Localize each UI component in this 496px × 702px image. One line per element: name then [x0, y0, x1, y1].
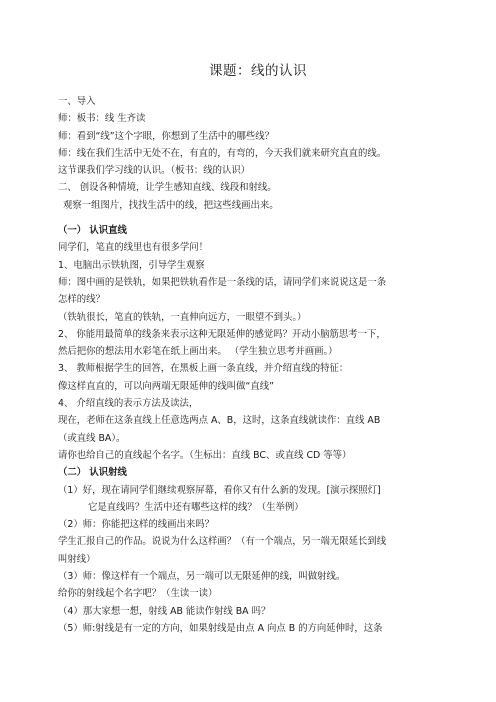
text-line: 师：图中画的是铁轨，如果把铁轨看作是一条线的话，请同学们来说说这是一条	[58, 276, 387, 288]
paragraph-gap	[58, 214, 458, 222]
text-line: （或直线 BA）。	[58, 432, 126, 444]
text-line: 2、 你能用最简单的线条来表示这种无限延伸的感觉吗？开动小脑筋思考一下，	[58, 328, 386, 340]
text-line: （3）师：像这样有一个端点，另一端可以无限延伸的线，叫做射线。	[58, 571, 346, 583]
section-heading: 一、导入	[58, 96, 96, 107]
text-line: 观察一组图片，找找生活中的线，把这些线画出来。	[63, 199, 279, 211]
text-line: （1）好，现在请同学们继续观察屏幕，看你又有什么新的发现。[演示探照灯]	[58, 484, 381, 496]
text-line: 3、 教师根据学生的回答，在黑板上画一条直线，并介绍直线的特征：	[58, 363, 349, 375]
text-line: （2）师：你能把这样的线画出来吗？	[58, 519, 214, 531]
text-line: 这节课我们学习线的认识。（板书：线的认识）	[58, 165, 251, 177]
text-line: （铁轨很长，笔直的铁轨，一直伸向远方，一眼望不到头。）	[58, 311, 307, 323]
text-line: （4）那大家想一想，射线 AB 能读作射线 BA 吗？	[58, 605, 271, 617]
page-title: 课题：线的认识	[209, 63, 307, 79]
subsection-heading: （一） 认识直线	[58, 225, 127, 237]
text-line: （5）师:射线是有一定的方向，如果射线是由点 A 向点 B 的方向延伸时，这条	[58, 622, 383, 634]
text-line: 1、电脑出示铁轨图，引导学生观察	[58, 259, 205, 271]
text-line: 怎样的线？	[58, 294, 105, 306]
section-heading: 二、 创设各种情境，让学生感知直线、线段和射线。	[58, 182, 277, 194]
text-line: 它是直线吗？生活中还有哪些这样的线？（生举例）	[88, 501, 304, 513]
text-line: 给你的射线起个名字吧？（生读一读）	[58, 588, 218, 600]
text-line: 请你也给自己的直线起个名字。（生标出：直线 BC、或直线 CD 等等）	[58, 449, 352, 461]
subsection-heading: （二） 认识射线	[58, 467, 127, 479]
text-line: 师：板书：线 生齐读	[58, 113, 146, 125]
text-line: 学生汇报自己的作品。说说为什么这样画？（有一个端点，另一端无限延长到线	[58, 536, 387, 548]
text-line: 师：线在我们生活中无处不在，有直的，有弯的，今天我们就来研究直直的线。	[58, 147, 387, 159]
text-line: 然后把你的想法用水彩笔在纸上画出来。 （学生独立思考并画画。）	[58, 346, 338, 358]
text-line: 师：看到“线”这个字眼，你想到了生活中的哪些线？	[58, 130, 274, 142]
text-line: 像这样直直的，可以向两端无限延伸的线叫做“直线”	[58, 380, 274, 392]
text-line: 叫射线）	[58, 553, 96, 565]
text-line: 4、 介绍直线的表示方法及读法，	[58, 398, 199, 410]
text-line: 同学们，笔直的线里也有很多学问！	[58, 242, 209, 254]
text-line: 现在，老师在这条直线上任意选两点 A、B，这时，这条直线就读作：直线 AB	[58, 415, 381, 427]
